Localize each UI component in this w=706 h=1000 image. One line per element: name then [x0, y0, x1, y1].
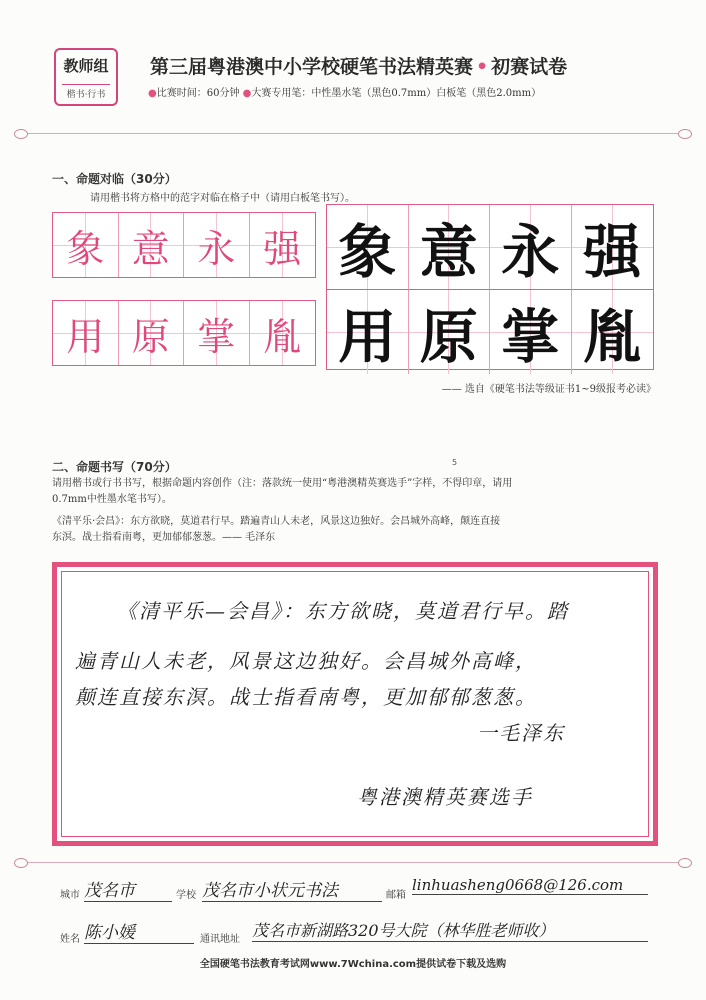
practice-char: 象: [66, 226, 105, 271]
practice-cell[interactable]: [119, 213, 185, 277]
exam-time: 比赛时间：60分钟: [156, 88, 240, 99]
model-cell: [572, 205, 654, 290]
exam-info: [148, 84, 541, 99]
model-grid: [326, 204, 654, 370]
practice-cell[interactable]: [250, 301, 316, 365]
model-char: 用: [338, 303, 397, 371]
ornament-divider-top: [14, 129, 692, 139]
practice-cell[interactable]: [53, 213, 119, 277]
section2-heading: 二、命题书写（70分）: [52, 460, 177, 474]
school-field[interactable]: 茂名市小状元书法: [202, 876, 382, 902]
ornament-divider-bottom: [14, 858, 692, 868]
model-char: 胤: [583, 303, 642, 371]
poem-reference: [52, 514, 662, 546]
email-field[interactable]: linhuasheng0668@126.com: [412, 876, 648, 895]
model-cell: [572, 290, 654, 374]
school-label: 学校: [176, 890, 196, 901]
handwriting-signature: 粤港澳精英赛选手: [357, 785, 533, 809]
handwriting-line: 颠连直接东溟。战士指看南粤，更加郁郁葱葱。: [75, 685, 537, 709]
title-tail: 初赛试卷: [491, 56, 568, 78]
practice-grid-row2[interactable]: [52, 300, 316, 366]
model-char: 掌: [501, 303, 560, 371]
practice-char: 强: [263, 226, 302, 271]
practice-char: 原: [131, 314, 170, 359]
group-sublabel: 楷书·行书: [62, 84, 110, 100]
bullet-icon: ●: [148, 88, 157, 99]
practice-char: 意: [131, 226, 170, 271]
handwriting-line: 遍青山人未老，风景这边独好。会昌城外高峰，: [75, 649, 537, 673]
practice-grid-row1[interactable]: [52, 212, 316, 278]
scroll-ornament-icon: [14, 858, 28, 868]
source-citation: —— 选自《硬笔书法等级证书1~9级报考必读》: [441, 384, 656, 395]
page-title: [150, 52, 670, 79]
name-label: 姓名: [60, 934, 80, 945]
page-number: 5: [452, 458, 458, 467]
city-field[interactable]: 茂名市: [84, 876, 172, 902]
model-char: 永: [501, 218, 560, 286]
model-char: 意: [419, 218, 478, 286]
practice-cell[interactable]: [250, 213, 316, 277]
model-char: 原: [419, 303, 478, 371]
practice-cell[interactable]: [119, 301, 185, 365]
group-badge: [54, 48, 118, 106]
poem-line: 《清平乐·会昌》：东方欲晓，莫道君行早。踏遍青山人未老，风景这边独好。会昌城外高峰，颠连直接: [52, 516, 501, 527]
model-cell: [327, 205, 409, 290]
model-cell: [490, 205, 572, 290]
city-label: 城市: [60, 890, 80, 901]
writing-frame[interactable]: [52, 562, 658, 846]
practice-cell[interactable]: [53, 301, 119, 365]
practice-cell[interactable]: [184, 213, 250, 277]
practice-char: 掌: [197, 314, 236, 359]
practice-cell[interactable]: [184, 301, 250, 365]
section1-instruction: 请用楷书将方格中的范字对临在格子中（请用白板笔书写）。: [90, 193, 355, 204]
instruction-line: 请用楷书或行书书写，根据命题内容创作（注：落款统一使用“粤港澳精英赛选手”字样，不得印章，请用: [52, 478, 513, 489]
bullet-icon: ●: [242, 88, 252, 99]
instruction-line: 0.7mm中性墨水笔书写）。: [52, 494, 172, 505]
model-cell: [409, 290, 491, 374]
address-field[interactable]: 茂名市新湖路320号大院（林华胜老师收）: [252, 918, 648, 942]
scroll-ornament-icon: [678, 129, 692, 139]
model-char: 象: [338, 218, 397, 286]
exam-pen: 大赛专用笔：中性墨水笔（黑色0.7mm）白板笔（黑色2.0mm）: [251, 88, 542, 99]
footer-note: 全国硬笔书法教育考试网www.7Wchina.com提供试卷下载及选购: [199, 959, 507, 970]
model-char: 强: [583, 218, 642, 286]
model-cell: [327, 290, 409, 374]
group-label: 教师组: [63, 57, 109, 75]
section1-heading: 一、命题对临（30分）: [52, 172, 177, 186]
email-label: 邮箱: [386, 890, 406, 901]
scroll-ornament-icon: [678, 858, 692, 868]
title-main: 第三届粤港澳中小学校硬笔书法精英赛: [150, 56, 474, 78]
practice-char: 用: [66, 314, 105, 359]
model-cell: [409, 205, 491, 290]
name-field[interactable]: 陈小媛: [84, 918, 194, 944]
practice-char: 胤: [263, 314, 302, 359]
title-separator: •: [476, 56, 489, 78]
handwriting-author: 一毛泽东: [477, 721, 565, 745]
practice-char: 永: [197, 226, 236, 271]
section2-instruction: [52, 476, 662, 508]
model-cell: [490, 290, 572, 374]
poem-line: 东溟。战士指看南粤，更加郁郁葱葱。—— 毛泽东: [52, 532, 276, 543]
handwriting-line: 《清平乐—会昌》：东方欲晓，莫道君行早。踏: [117, 599, 569, 623]
address-label: 通讯地址: [200, 934, 240, 945]
scroll-ornament-icon: [14, 129, 28, 139]
